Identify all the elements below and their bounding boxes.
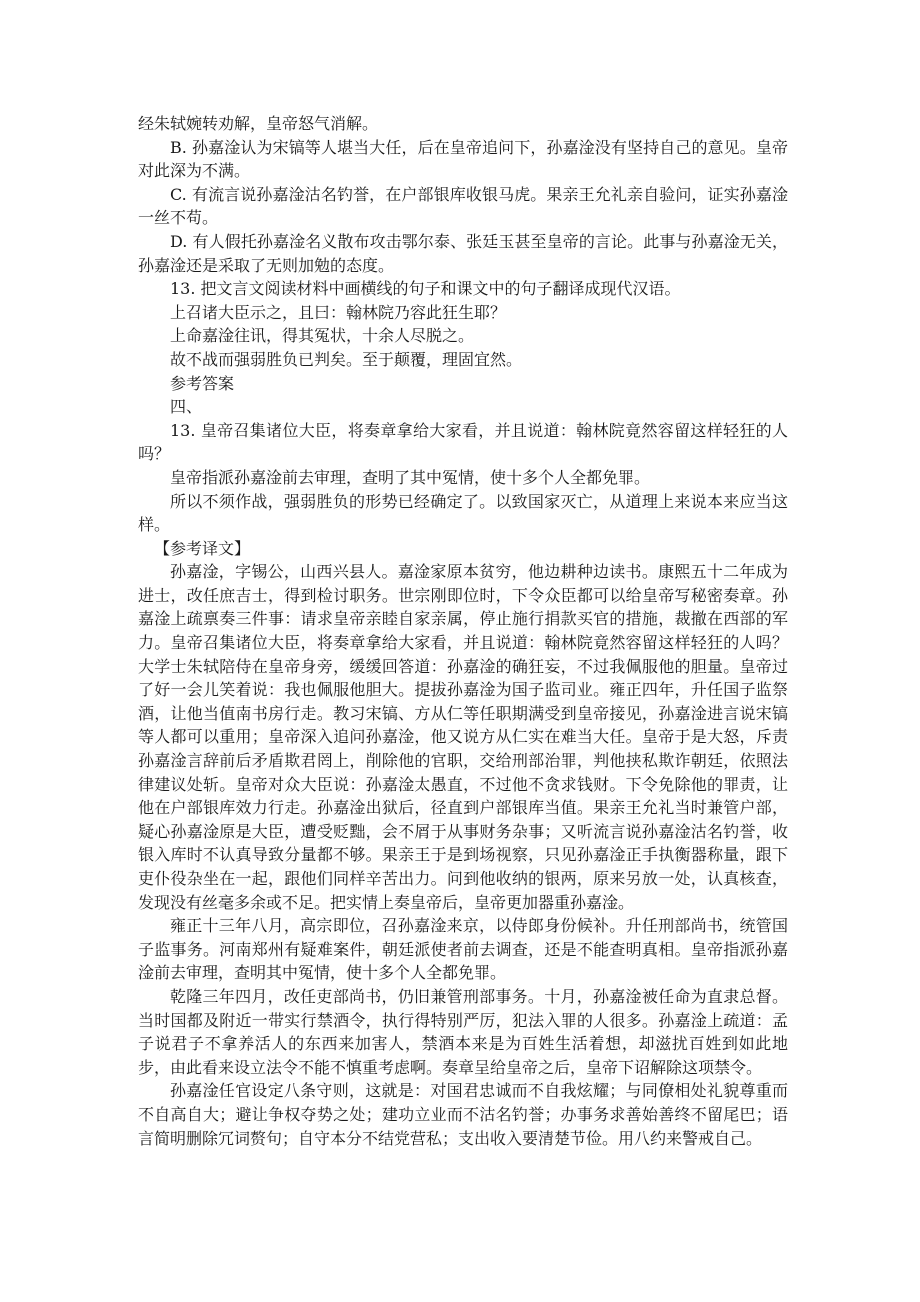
- translation-paragraph: 孙嘉淦任官设定八条守则，这就是：对国君忠诚而不自我炫耀；与同僚相处礼貌尊重而不自高自大；避让争权夺势之处；建功立业而不沽名钓誉；办事务求善始善终不留尾巴；语言简明删除冗词赘句；自守本分不结党营私；支出收入要清楚节俭。用八约来警戒自己。: [138, 1081, 788, 1148]
- option-a-continuation: 经朱轼婉转劝解，皇帝怒气消解。: [138, 114, 379, 133]
- answer-13-sentence-3: 所以不须作战，强弱胜负的形势已经确定了。以致国家灭亡，从道理上来说本来应当这样。: [138, 491, 788, 535]
- translation-paragraph: 孙嘉淦，字锡公，山西兴县人。嘉淦家原本贫穷，他边耕种边读书。康熙五十二年成为进士，改任庶吉士，得到检讨职务。世宗刚即位时，下令众臣都可以给皇帝写秘密奏章。孙嘉淦上疏禀奏三件事：请求皇帝亲睦自家亲属，停止施行捐款买官的措施，裁撤在西部的军力。皇帝召集诸位大臣，将奏章拿给大家看，并且说道：翰林院竟然容留这样轻狂的人吗？大学士朱轼陪侍在皇帝身旁，缓缓回答道：孙嘉淦的确狂妄，不过我佩服他的胆量。皇帝过了好一会儿笑着说：我也佩服他胆大。提拔孙嘉淦为国子监司业。雍正四年，升任国子监祭酒，让他当值南书房行走。教习宋镐、方从仁等任职期满受到皇帝接见，孙嘉淦进言说宋镐等人都可以重用；皇帝深入追问孙嘉淦，他又说方从仁实在难当大任。皇帝于是大怒，斥责孙嘉淦言辞前后矛盾欺君罔上，削除他的官职，交给刑部治罪，判他挟私欺诈朝廷，依照法律建议处斩。皇帝对众大臣说：孙嘉淦太愚直，不过他不贪求钱财。下令免除他的罪责，让他在户部银库效力行走。孙嘉淦出狱后，径直到户部银库当值。果亲王允礼当时兼管户部，疑心孙嘉淦原是大臣，遭受贬黜，会不屑于从事财务杂事；又听流言说孙嘉淦沽名钓誉，收银入库时不认真导致分量都不够。果亲王于是到场视察，只见孙嘉淦正手执衡器称量，跟下吏仆役杂坐在一起，跟他们同样辛苦出力。问到他收纳的银两，原来另放一处，认真核查，发现没有丝毫多余或不足。把实情上奏皇帝后，皇帝更加器重孙嘉淦。: [138, 562, 788, 912]
- answer-13-sentence-2: 皇帝指派孙嘉淦前去审理，查明了其中冤情，使十多个人全都免罪。: [170, 467, 651, 487]
- question-13-sentence-2: 上命嘉淦往讯，得其冤状，十余人尽脱之。: [170, 326, 475, 346]
- question-13-sentence-1: 上召诸大臣示之，且曰：翰林院乃容此狂生耶？: [170, 302, 507, 322]
- question-13: 13. 把文言文阅读材料中画横线的句子和课文中的句子翻译成现代汉语。: [170, 279, 681, 299]
- answer-heading: 参考答案: [170, 373, 235, 393]
- option-b: B. 孙嘉淦认为宋镐等人堪当大任，后在皇帝追问下，孙嘉淦没有坚持自己的意见。皇帝对此深为不满。: [138, 137, 788, 181]
- answer-13-sentence-1: 13. 皇帝召集诸位大臣，将奏章拿给大家看，并且说道：翰林院竟然容留这样轻狂的人吗？: [138, 420, 788, 464]
- option-d: D. 有人假托孙嘉淦名义散布攻击鄂尔泰、张廷玉甚至皇帝的言论。此事与孙嘉淦无关，孙嘉淦还是采取了无则加勉的态度。: [138, 231, 788, 275]
- translation-paragraph: 乾隆三年四月，改任吏部尚书，仍旧兼管刑部事务。十月，孙嘉淦被任命为直隶总督。当时国都及附近一带实行禁酒令，执行得特别严厉，犯法入罪的人很多。孙嘉淦上疏道：孟子说君子不拿养活人的东西来加害人，禁酒本来是为百姓生活着想，却滋扰百姓到如此地步，由此看来设立法令不能不慎重考虑啊。奏章呈给皇帝之后，皇帝下诏解除这项禁令。: [138, 986, 788, 1077]
- translation-paragraph: 雍正十三年八月，高宗即位，召孙嘉淦来京，以侍郎身份候补。升任刑部尚书，统管国子监事务。河南郑州有疑难案件，朝廷派使者前去调查，还是不能查明真相。皇帝指派孙嘉淦前去审理，查明其中冤情，使十多个人全都免罪。: [138, 916, 788, 983]
- document-page: [138, 112, 788, 1150]
- answer-section-number: 四、: [170, 397, 203, 417]
- translation-heading: 【参考译文】: [154, 538, 251, 558]
- question-13-sentence-3: 故不战而强弱胜负已判矣。至于颠覆，理固宜然。: [170, 349, 523, 369]
- option-c: C. 有流言说孙嘉淦沽名钓誉，在户部银库收银马虎。果亲王允礼亲自验问，证实孙嘉淦一丝不苟。: [138, 184, 788, 228]
